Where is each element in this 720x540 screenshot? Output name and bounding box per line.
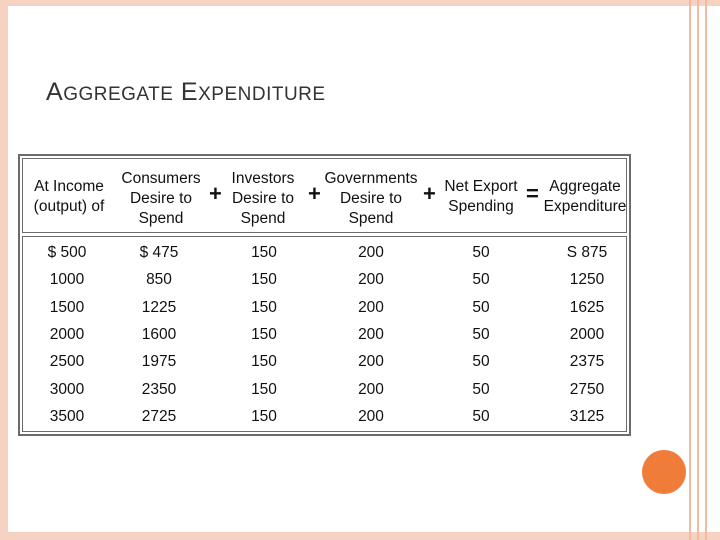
table-cell: 200 bbox=[358, 407, 384, 425]
table-cell: 200 bbox=[358, 380, 384, 398]
aggregate-expenditure-table bbox=[18, 154, 631, 436]
table-cell: 150 bbox=[251, 325, 277, 343]
slide-title bbox=[46, 78, 326, 107]
table-cell: 3125 bbox=[569, 407, 605, 425]
table-cell: 1600 bbox=[141, 325, 177, 343]
table-cell: 200 bbox=[358, 298, 384, 316]
header-governments: Governments Desire to Spend bbox=[324, 170, 418, 227]
table-header bbox=[22, 158, 627, 233]
title-rest-a: GGREGATE bbox=[63, 84, 174, 105]
table-body bbox=[22, 236, 627, 432]
table-cell: 150 bbox=[251, 353, 277, 371]
table-cell: 50 bbox=[472, 244, 490, 261]
table-cell: 1975 bbox=[141, 353, 177, 371]
frame-right-line-3 bbox=[705, 0, 707, 540]
table-cell: 200 bbox=[358, 353, 384, 371]
table-cell: 850 bbox=[146, 271, 172, 289]
table-cell: 150 bbox=[251, 407, 277, 425]
table-cell: 50 bbox=[472, 271, 490, 289]
header-investors: Investors Desire to Spend bbox=[231, 170, 295, 227]
table-cell: 50 bbox=[472, 325, 490, 343]
table-cell: 200 bbox=[358, 325, 384, 343]
plus-operator-2: + bbox=[308, 181, 321, 206]
table-cell: 50 bbox=[472, 353, 490, 371]
table-cell: 2000 bbox=[49, 325, 85, 343]
table-cell: 1000 bbox=[49, 271, 85, 289]
frame-left bbox=[0, 0, 8, 540]
decorative-dot bbox=[642, 450, 686, 494]
table-cell: $ 500 bbox=[47, 244, 87, 261]
frame-top bbox=[0, 0, 720, 6]
table-cell: 3500 bbox=[49, 407, 85, 425]
header-income: At Income (output) of bbox=[33, 178, 105, 215]
table-cell: $ 475 bbox=[139, 244, 179, 261]
table-cell: 2750 bbox=[569, 380, 605, 398]
frame-right-line-2 bbox=[697, 0, 699, 540]
title-cap-a: A bbox=[46, 78, 64, 106]
table-cell: 1500 bbox=[49, 298, 85, 316]
plus-operator-1: + bbox=[209, 181, 222, 206]
table-cell: 2500 bbox=[49, 353, 85, 371]
title-rest-e: XPENDITURE bbox=[198, 84, 326, 105]
table-cell: S 875 bbox=[566, 244, 608, 261]
title-cap-e: E bbox=[180, 78, 199, 106]
frame-bottom bbox=[0, 532, 720, 540]
table-cell: 1625 bbox=[569, 298, 605, 316]
table-cell: 150 bbox=[251, 271, 277, 289]
table-cell: 50 bbox=[472, 298, 490, 316]
equals-operator: = bbox=[526, 181, 539, 206]
table-cell: 2350 bbox=[141, 380, 177, 398]
table-cell: 200 bbox=[358, 244, 384, 261]
table-cell: 150 bbox=[251, 298, 277, 316]
table-cell: 2375 bbox=[569, 353, 605, 371]
frame-right-line-1 bbox=[689, 0, 691, 540]
table-cell: 2000 bbox=[569, 325, 605, 343]
header-aggregate: Aggregate Expenditure bbox=[543, 178, 627, 215]
table-cell: 1250 bbox=[569, 271, 605, 289]
plus-operator-3: + bbox=[423, 181, 436, 206]
table-cell: 50 bbox=[472, 380, 490, 398]
header-net-export: Net Export Spending bbox=[444, 178, 518, 215]
table-cell: 150 bbox=[251, 380, 277, 398]
table-cell: 150 bbox=[251, 244, 277, 261]
table-cell: 3000 bbox=[49, 380, 85, 398]
header-consumers: Consumers Desire to Spend bbox=[121, 170, 201, 227]
table-cell: 2725 bbox=[141, 407, 177, 425]
table-cell: 200 bbox=[358, 271, 384, 289]
table-cell: 50 bbox=[472, 407, 490, 425]
table-cell: 1225 bbox=[141, 298, 177, 316]
